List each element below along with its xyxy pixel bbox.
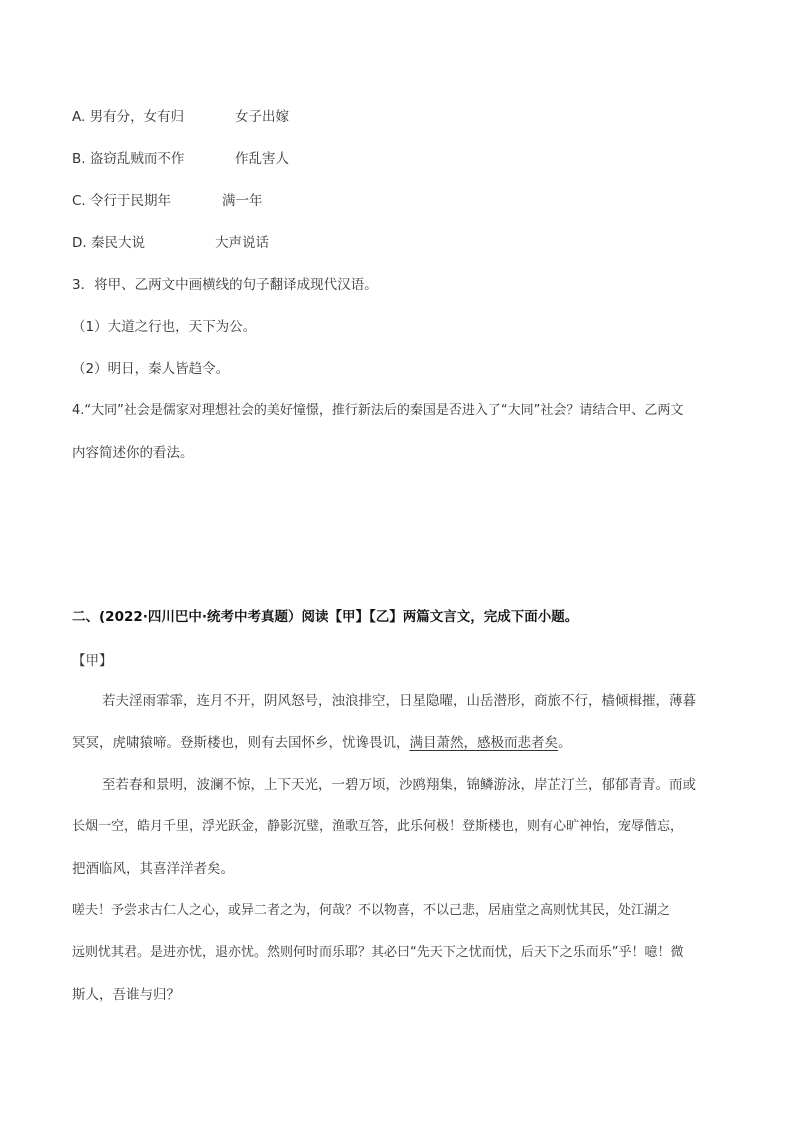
option-label: C. xyxy=(72,193,86,209)
option-label: D. xyxy=(72,235,87,251)
passage-p3-line-2: 远则忧其君。是进亦忧，退亦忧。然则何时而乐耶？其必曰“先天下之忧而忧，后天下之乐而乐”乎！噫！微 xyxy=(72,945,684,960)
passage-p1-line-2 xyxy=(72,734,572,752)
option-meaning: 满一年 xyxy=(222,193,263,209)
passage-p2-line-2: 长烟一空，皓月千里，浮光跃金，静影沉璧，渔歌互答，此乐何极！登斯楼也，则有心旷神怡，宠辱偕忘， xyxy=(72,819,684,834)
option-text: 男有分，女有归 xyxy=(89,109,185,125)
option-meaning: 大声说话 xyxy=(215,235,269,251)
option-d xyxy=(72,234,269,252)
passage-p3-line-1: 嗟夫！予尝求古仁人之心，或异二者之为，何哉？不以物喜，不以己悲，居庙堂之高则忧其民，处江湖之 xyxy=(72,903,671,918)
section-2-title: 二、(2022·四川巴中·统考中考真题）阅读【甲】【乙】两篇文言文，完成下面小题。 xyxy=(72,609,579,625)
passage-p2-line-3: 把酒临风，其喜洋洋者矣。 xyxy=(72,861,234,877)
passage-p3-line-3: 斯人，吾谁与归？ xyxy=(72,987,180,1003)
passage-p1-line-1: 若夫淫雨霏霏，连月不开，阴风怒号，浊浪排空，日星隐曜，山岳潜形，商旅不行，樯倾楫摧，薄暮 xyxy=(102,693,696,709)
option-text: 令行于民期年 xyxy=(90,193,172,209)
question-3-item-1: （1）大道之行也，天下为公。 xyxy=(72,319,257,335)
option-label: A. xyxy=(72,109,86,125)
question-3-item-2: （2）明日，秦人皆趋令。 xyxy=(72,361,230,377)
underlined-sentence: 满目萧然，感极而悲者矣 xyxy=(409,735,558,751)
option-a xyxy=(72,108,289,126)
passage-p2-line-1: 至若春和景明，波澜不惊，上下天光，一碧万顷，沙鸥翔集，锦鳞游泳，岸芷汀兰，郁郁青青。而或 xyxy=(102,777,696,793)
option-label: B. xyxy=(72,151,86,167)
question-3-title: 3．将甲、乙两文中画横线的句子翻译成现代汉语。 xyxy=(72,277,378,293)
option-b xyxy=(72,150,289,168)
option-text: 秦民大说 xyxy=(90,235,145,251)
passage-text: 冥冥，虎啸猿啼。登斯楼也，则有去国怀乡，忧谗畏讥， xyxy=(72,735,410,751)
question-4-line-2: 内容简述你的看法。 xyxy=(72,445,194,461)
option-meaning: 女子出嫁 xyxy=(235,109,289,125)
question-4-line-1: 4.“大同”社会是儒家对理想社会的美好憧憬，推行新法后的秦国是否进入了“大同”社会？请结合甲、乙两文 xyxy=(72,403,684,418)
option-meaning: 作乱害人 xyxy=(235,151,289,167)
option-text: 盗窃乱贼而不作 xyxy=(89,151,185,167)
passage-jia-label: 【甲】 xyxy=(72,653,113,669)
passage-text: 。 xyxy=(558,735,572,751)
option-c xyxy=(72,192,263,210)
